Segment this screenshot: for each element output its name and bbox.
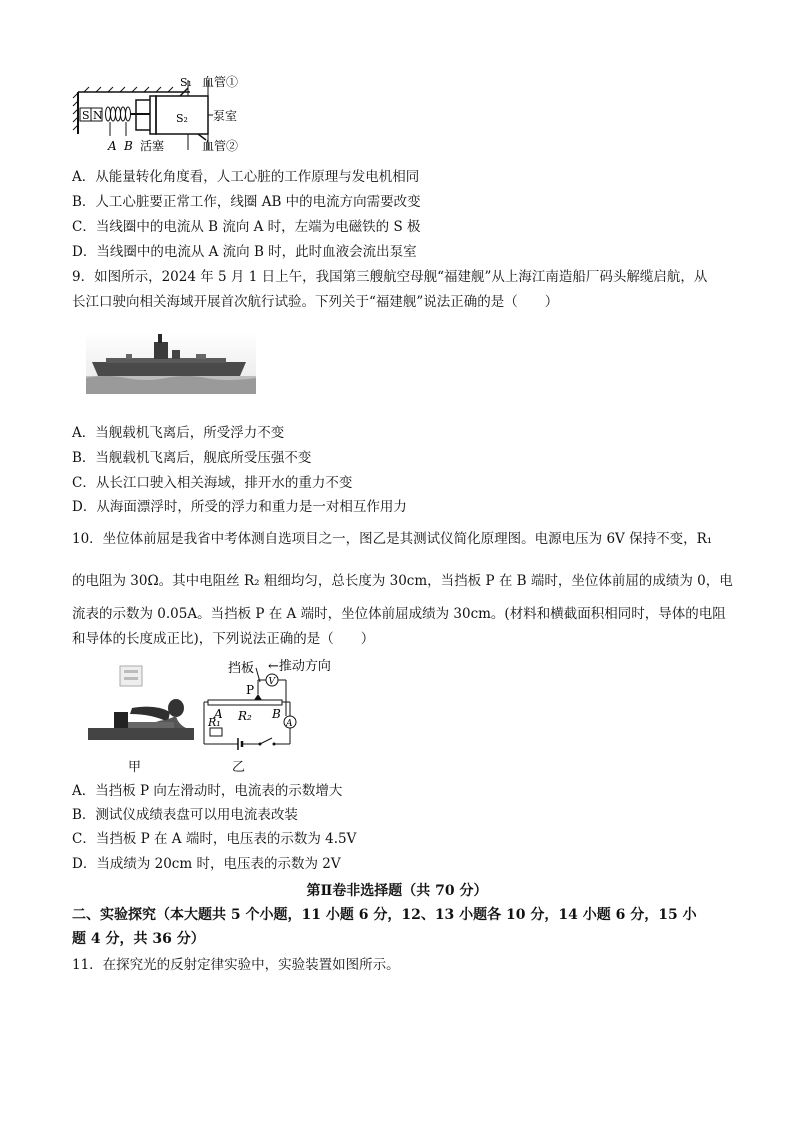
coil-a-label: A: [108, 139, 117, 153]
caption-yi: 乙: [232, 760, 246, 775]
q9-option-a: A．当舰载机飞离后，所受浮力不变: [72, 425, 285, 441]
r2-label: R₂: [238, 709, 252, 723]
circuit-figure: [200, 656, 380, 752]
valve-s1-label: S₁: [180, 76, 192, 89]
section2-heading-line1: 二、实验探究（本大题共 5 个小题，11 小题 6 分，12、13 小题各 10 分，14 小题 6 分，15 小: [72, 907, 697, 923]
q9-stem-line2: 长江口驶向相关海域开展首次航行试验。下列关于“福建舰”说法正确的是（ ）: [72, 294, 559, 310]
part2-title: 第Ⅱ卷非选择题（共 70 分）: [306, 883, 488, 899]
q10-stem-line2: 的电阻为 30Ω。其中电阻丝 R₂ 粗细均匀，总长度为 30cm，当挡板 P 在 B 端时，坐位体前屈的成绩为 0，电: [72, 573, 733, 589]
r2-b-end-label: B: [272, 707, 281, 721]
slider-p-label: P: [246, 683, 255, 697]
q9-option-c: C．从长江口驶入相关海域，排开水的重力不变: [72, 475, 353, 491]
q10-option-d: D．当成绩为 20cm 时，电压表的示数为 2V: [72, 856, 341, 872]
aircraft-carrier-photo: [86, 332, 256, 394]
q9-option-d: D．从海面漂浮时，所受的浮力和重力是一对相互作用力: [72, 499, 407, 515]
heart-diagram-svg: [70, 70, 270, 160]
pump-chamber-label: 泵室: [213, 109, 238, 123]
sit-reach-photo: [86, 662, 196, 744]
q10-option-c: C．当挡板 P 在 A 端时，电压表的示数为 4.5V: [72, 831, 357, 847]
ammeter-label: A: [286, 719, 293, 729]
magnet-n-label: N: [93, 109, 103, 122]
vessel1-label: 血管①: [202, 75, 239, 89]
push-direction-label: ←推动方向: [268, 659, 331, 674]
carrier-photo-svg: [86, 332, 256, 394]
section2-heading-line2: 题 4 分，共 36 分）: [72, 931, 205, 947]
q8-option-c: C．当线圈中的电流从 B 流向 A 时，左端为电磁铁的 S 极: [72, 219, 421, 235]
coil-b-label: B: [124, 139, 133, 153]
magnet-s-label: S: [82, 109, 90, 122]
q9-option-b: B．当舰载机飞离后，舰底所受压强不变: [72, 450, 312, 466]
q10-stem-line4: 和导体的长度成正比)，下列说法正确的是（ ）: [72, 631, 375, 647]
vessel2-label: 血管②: [202, 139, 239, 153]
heart-figure: [70, 70, 270, 160]
q8-option-a: A．从能量转化角度看，人工心脏的工作原理与发电机相同: [72, 169, 420, 185]
q11-stem: 11．在探究光的反射定律实验中，实验装置如图所示。: [72, 957, 400, 973]
q10-stem-line1: 10．坐位体前屈是我省中考体测自选项目之一，图乙是其测试仪简化原理图。电源电压为 6V 保持不变，R₁: [72, 531, 713, 547]
q10-option-b: B．测试仪成绩表盘可以用电流表改装: [72, 807, 298, 823]
q10-stem-line3: 流表的示数为 0.05A。当挡板 P 在 A 端时，坐位体前屈成绩为 30cm。(材料和横截面积相同时，导体的电阻: [72, 606, 726, 622]
sit-reach-photo-svg: [86, 662, 196, 744]
q8-option-b: B．人工心脏要正常工作，线圈 AB 中的电流方向需要改变: [72, 194, 421, 210]
r2-a-end-label: A: [214, 707, 223, 721]
q10-option-a: A．当挡板 P 向左滑动时，电流表的示数增大: [72, 783, 343, 799]
valve-s2-label: S₂: [176, 112, 188, 125]
caption-jia: 甲: [128, 760, 142, 775]
circuit-diagram-svg: [200, 656, 380, 752]
baffle-label: 挡板: [228, 661, 255, 676]
voltmeter-label: V: [268, 677, 275, 687]
q8-option-d: D．当线圈中的电流从 A 流向 B 时，此时血液会流出泵室: [72, 244, 417, 260]
r1-label: R₁: [208, 716, 221, 729]
piston-label: 活塞: [140, 139, 165, 153]
q9-stem-line1: 9．如图所示，2024 年 5 月 1 日上午，我国第三艘航空母舰“福建舰”从上海江南造船厂码头解缆启航，从: [72, 269, 708, 285]
